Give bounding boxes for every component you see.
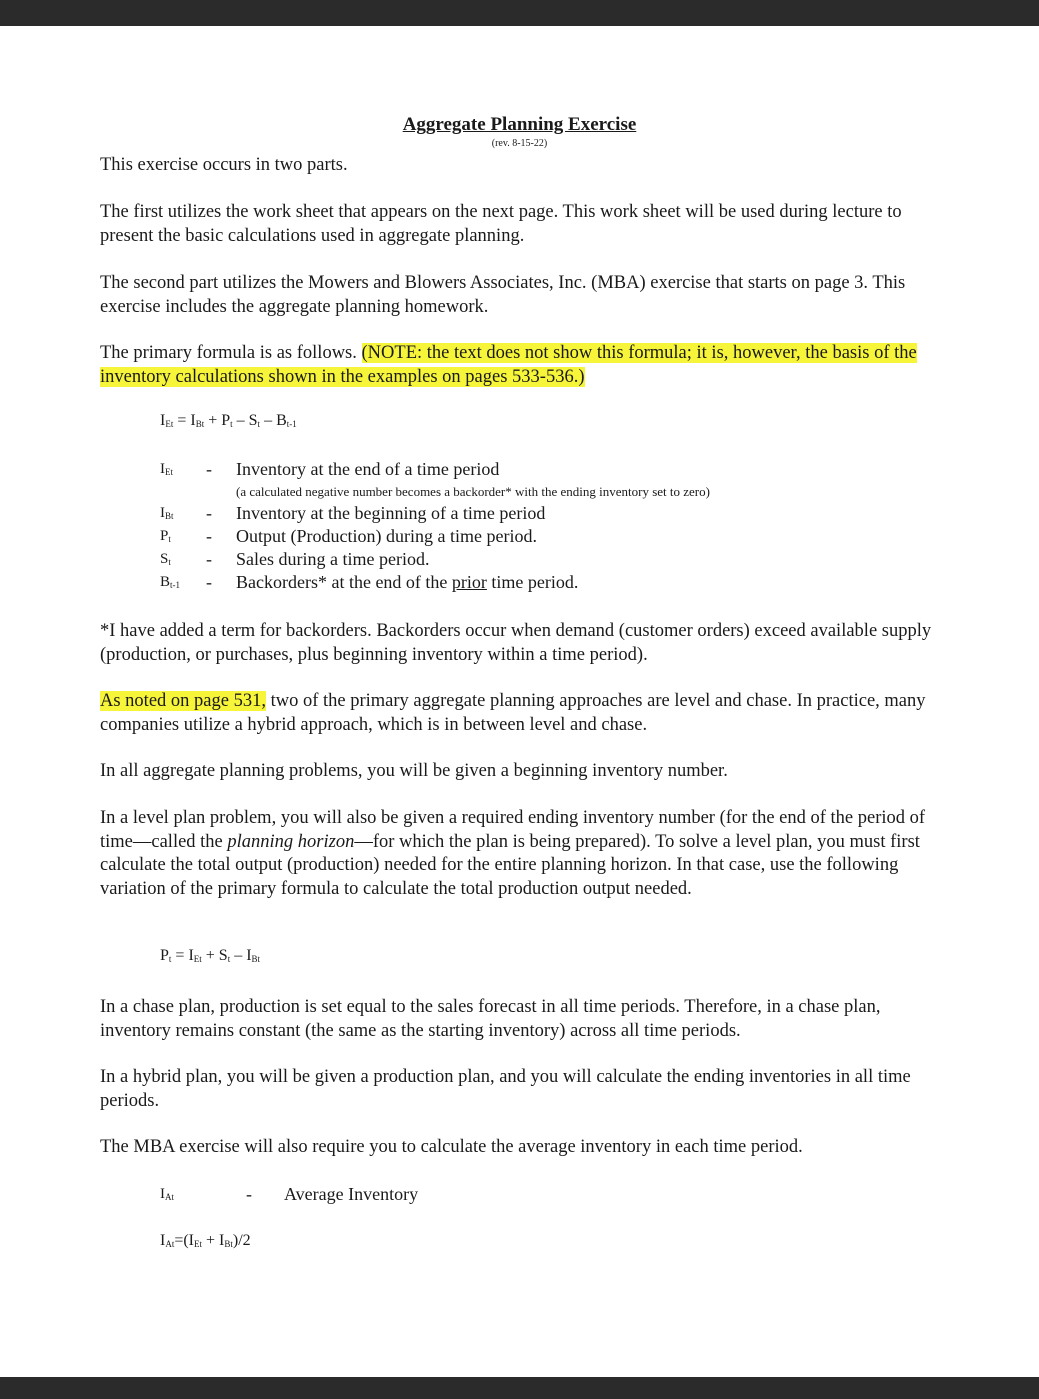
paragraph-part-two: The second part utilizes the Mowers and Blowers Associates, Inc. (MBA) exercise that starts on page 3. This exercise includes the aggregate planning homework. — [100, 273, 906, 317]
definition-backorders: $B_{t-1}$ - Backorders* at the end of the prior time period. — [160, 572, 579, 592]
paragraph-backorders: *I have added a term for backorders. Backorders occur when demand (customer orders) exceed available supply (production, or purchases, plus beginning inventory within a time period). — [100, 621, 932, 665]
paragraph-average-inventory: The MBA exercise will also require you to calculate the average inventory in each time period. — [100, 1137, 803, 1157]
definition-beginning-inventory: $I_{Bt}$ - Inventory at the beginning of a time period — [160, 503, 546, 523]
paragraph-primary-formula — [100, 342, 935, 389]
paragraph-level-plan: In a level plan problem, you will also be given a required ending inventory number (for the end of the period of time—called the planning horizon—for which the plan is being prepared). To solve a level plan, you must first calculate the total output (production) needed for the entire planning horizon. In that case, use the following variation of the primary formula to calculate the total production output needed. — [100, 808, 926, 899]
primary-formula: $I_{Et} = I_{Bt} + P_t - S_t - B_{t-1}$ — [160, 412, 297, 429]
definition-average-inventory: $I_{At}$ - Average Inventory — [160, 1184, 419, 1204]
paragraph-intro: This exercise occurs in two parts. — [100, 155, 348, 175]
primary-formula-lead: The primary formula is as follows. — [100, 343, 362, 363]
revision-note: (rev. 8-15-22) — [491, 138, 548, 149]
definition-output: $P_t$ - Output (Production) during a time period. — [160, 526, 537, 546]
page-title: Aggregate Planning Exercise — [402, 114, 637, 135]
paragraph-approaches: As noted on page 531, two of the primary aggregate planning approaches are level and chase. In practice, many companies utilize a hybrid approach, which is in between level and chase. — [100, 691, 926, 735]
average-inventory-formula: $I_{At}=(I_{Et} + I_{Bt})/2$ — [160, 1232, 251, 1249]
highlighted-note: (NOTE: the text does not show this formula; it is, however, the basis of the inventory calculations shown in the examples on pages 533-536.) — [100, 343, 917, 387]
definition-note: (a calculated negative number becomes a backorder* with the ending inventory set to zero) — [236, 484, 710, 499]
level-plan-formula: $P_t = I_{Et} + S_t - I_{Bt}$ — [160, 947, 261, 964]
document-page — [0, 26, 1039, 1377]
paragraph-part-one: The first utilizes the work sheet that appears on the next page. This work sheet will be used during lecture to present the basic calculations used in aggregate planning. — [100, 202, 902, 246]
paragraph-hybrid-plan: In a hybrid plan, you will be given a production plan, and you will calculate the ending inventories in all time periods. — [100, 1067, 911, 1111]
definition-ending-inventory: $I_{Et}$ - Inventory at the end of a time period — [160, 459, 500, 479]
highlighted-page-ref: As noted on page 531, — [100, 691, 266, 711]
paragraph-chase-plan: In a chase plan, production is set equal to the sales forecast in all time periods. Therefore, in a chase plan, inventory remains constant (the same as the starting inventory) across all time periods. — [100, 997, 881, 1041]
paragraph-beginning-inventory: In all aggregate planning problems, you will be given a beginning inventory number. — [100, 761, 728, 781]
definition-sales: $S_t$ - Sales during a time period. — [160, 549, 430, 569]
